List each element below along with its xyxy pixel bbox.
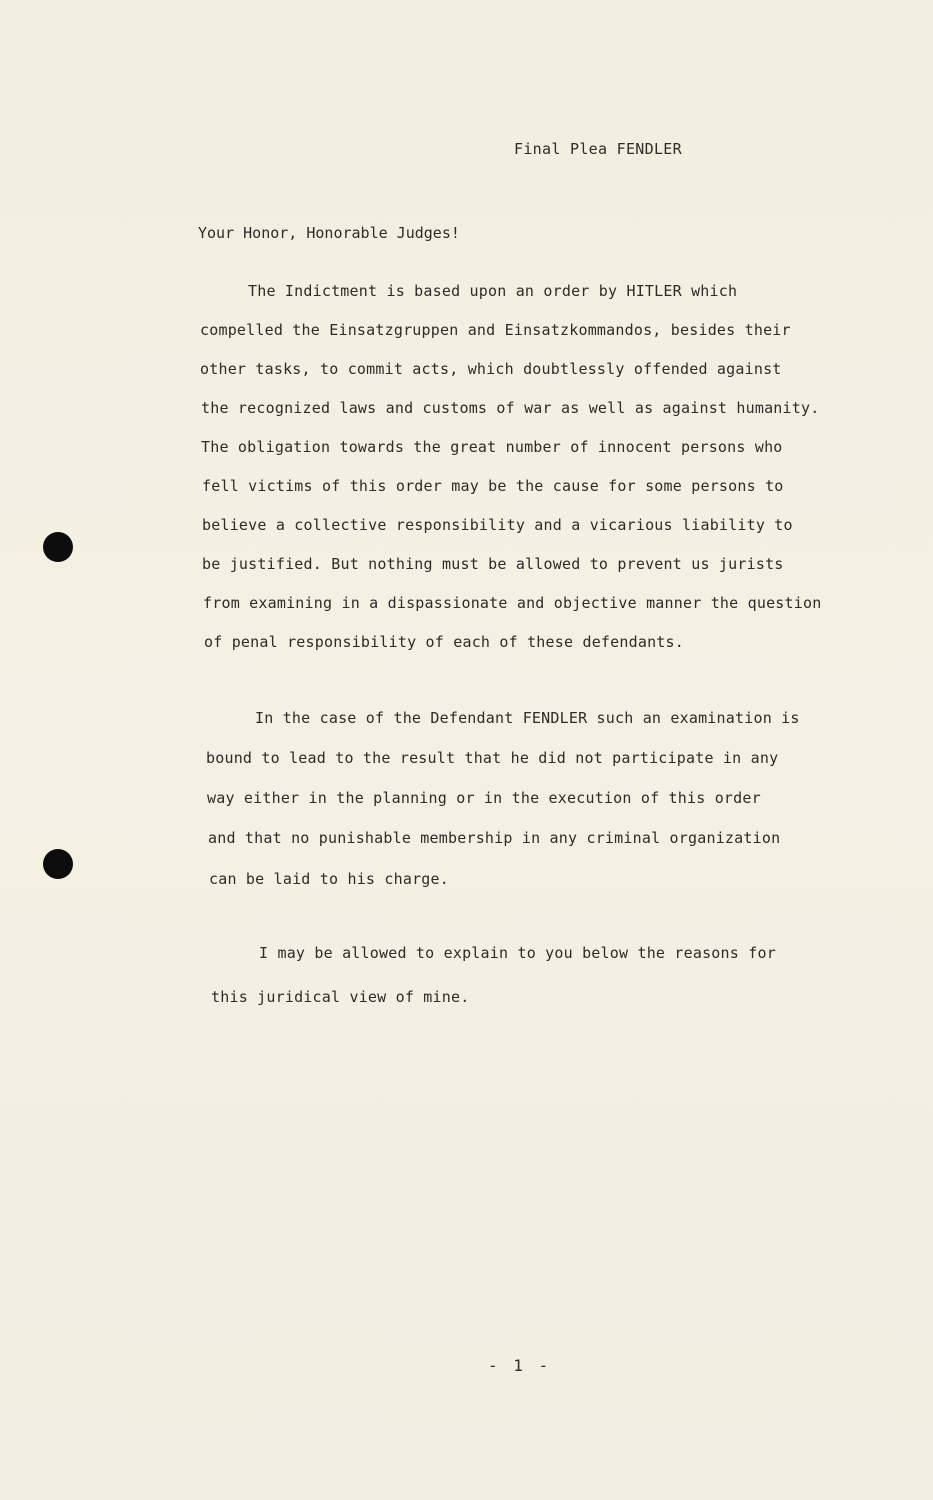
- paragraph-1-line-3: other tasks, to commit acts, which doubtlessly offended against: [200, 360, 782, 378]
- paragraph-2-line-2: bound to lead to the result that he did not participate in any: [206, 749, 779, 767]
- paragraph-1-line-7: believe a collective responsibility and a vicarious liability to: [202, 516, 793, 534]
- salutation: Your Honor, Honorable Judges!: [198, 224, 460, 242]
- paragraph-2-line-1: In the case of the Defendant FENDLER such an examination is: [255, 709, 800, 727]
- paragraph-1-line-10: of penal responsibility of each of these defendants.: [204, 633, 684, 651]
- page-number: - 1 -: [488, 1356, 552, 1375]
- paragraph-1-line-8: be justified. But nothing must be allowed to prevent us jurists: [202, 555, 784, 573]
- punch-hole-top: [43, 532, 73, 562]
- paragraph-3-line-1: I may be allowed to explain to you below the reasons for: [259, 944, 776, 962]
- paragraph-1-line-2: compelled the Einsatzgruppen and Einsatzkommandos, besides their: [200, 321, 791, 339]
- paragraph-2-line-5: can be laid to his charge.: [209, 870, 449, 888]
- paragraph-1-line-6: fell victims of this order may be the cause for some persons to: [202, 477, 784, 495]
- paragraph-1-line-5: The obligation towards the great number of innocent persons who: [201, 438, 783, 456]
- document-heading: Final Plea FENDLER: [514, 140, 682, 158]
- paragraph-1-line-9: from examining in a dispassionate and objective manner the question: [203, 594, 822, 612]
- paragraph-3-line-2: this juridical view of mine.: [211, 988, 470, 1006]
- paragraph-1-line-4: the recognized laws and customs of war as well as against humanity.: [201, 399, 820, 417]
- paragraph-1-line-1: The Indictment is based upon an order by HITLER which: [248, 282, 738, 300]
- paragraph-2-line-4: and that no punishable membership in any criminal organization: [208, 829, 781, 847]
- punch-hole-bottom: [43, 849, 73, 879]
- paragraph-2-line-3: way either in the planning or in the execution of this order: [207, 789, 761, 807]
